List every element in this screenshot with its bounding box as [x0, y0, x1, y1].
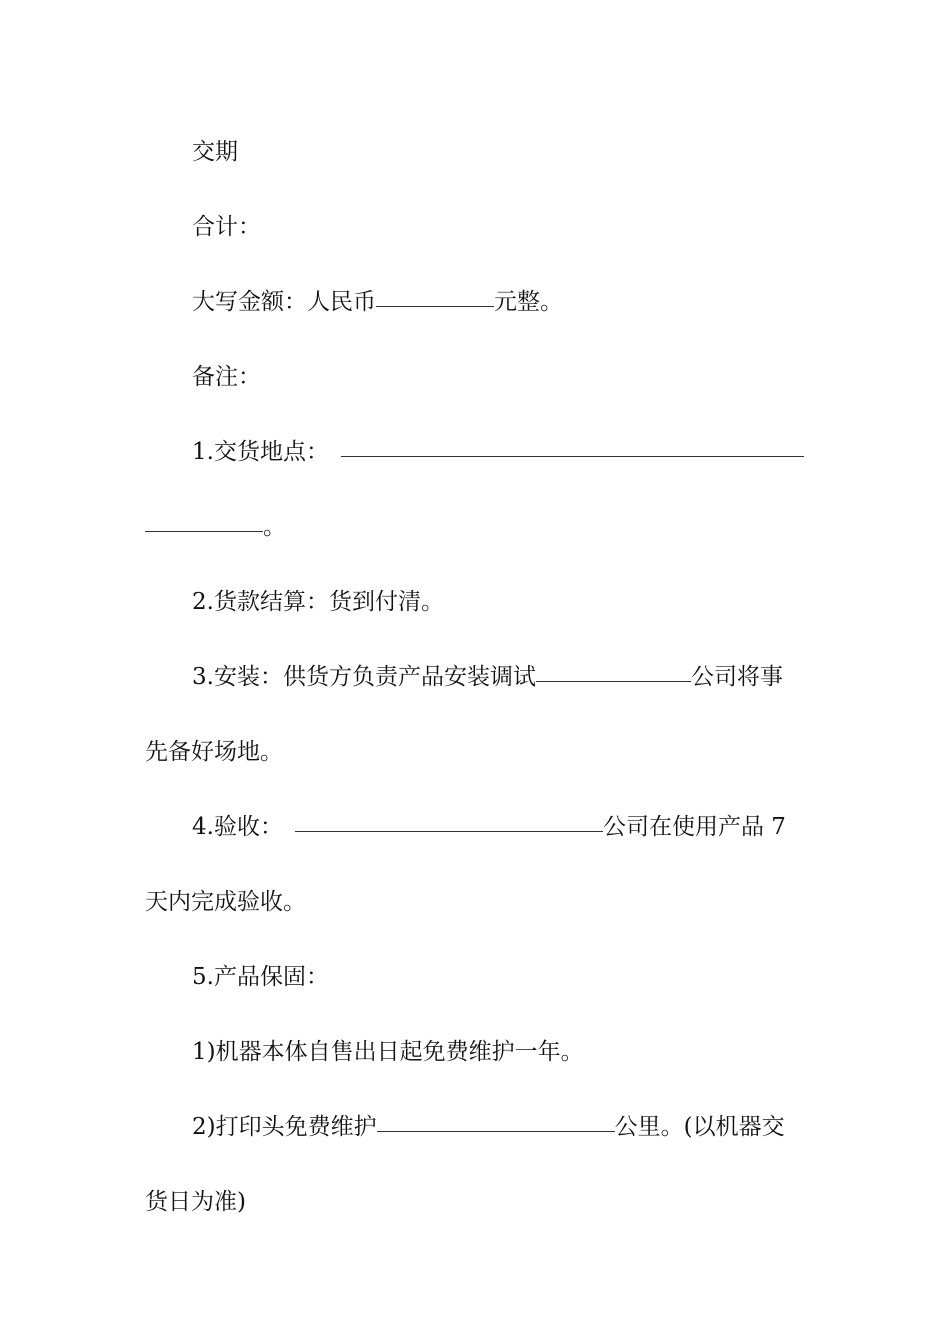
delivery-location-continuation	[145, 512, 286, 542]
text: 元整。	[494, 289, 563, 315]
warranty-item-1	[192, 1037, 584, 1067]
installation-line	[192, 662, 783, 692]
payment-line	[192, 587, 444, 617]
remarks-label	[192, 362, 261, 392]
delivery-period-label	[192, 137, 238, 167]
text: 2)打印头免费维护	[192, 1114, 377, 1140]
acceptance-company-blank	[295, 811, 603, 832]
text: 公里。(以机器交	[614, 1114, 785, 1140]
text: 先备好场地。	[145, 739, 283, 765]
installation-company-blank	[536, 661, 691, 682]
text: 1.交货地点：	[192, 439, 329, 465]
delivery-location-blank	[341, 436, 804, 457]
text: 2.货款结算：货到付清。	[192, 589, 444, 615]
text: 交期	[192, 139, 238, 165]
warranty-item-2-continuation	[145, 1187, 246, 1217]
text: 4.验收：	[192, 814, 283, 840]
amount-blank	[376, 286, 494, 307]
text: 公司在使用产品 7	[602, 814, 786, 840]
text: 备注：	[192, 364, 261, 390]
delivery-location-line	[192, 437, 804, 467]
text: 合计：	[192, 214, 261, 240]
text: 大写金额：人民币	[192, 289, 376, 315]
text: 1)机器本体自售出日起免费维护一年。	[192, 1039, 584, 1065]
warranty-item-2	[192, 1112, 785, 1142]
total-label	[192, 212, 261, 242]
warranty-label	[192, 962, 329, 992]
installation-line-continuation	[145, 737, 283, 767]
text: 。	[263, 514, 286, 540]
acceptance-line	[192, 812, 786, 842]
text: 货日为准)	[145, 1189, 246, 1215]
text: 天内完成验收。	[145, 889, 306, 915]
delivery-location-blank-continued	[145, 511, 263, 532]
text: 3.安装：供货方负责产品安装调试	[192, 664, 536, 690]
text: 公司将事	[690, 664, 783, 690]
text: 5.产品保固：	[192, 964, 329, 990]
printhead-distance-blank	[377, 1111, 615, 1132]
amount-in-words-line	[192, 287, 563, 317]
acceptance-line-continuation	[145, 887, 306, 917]
